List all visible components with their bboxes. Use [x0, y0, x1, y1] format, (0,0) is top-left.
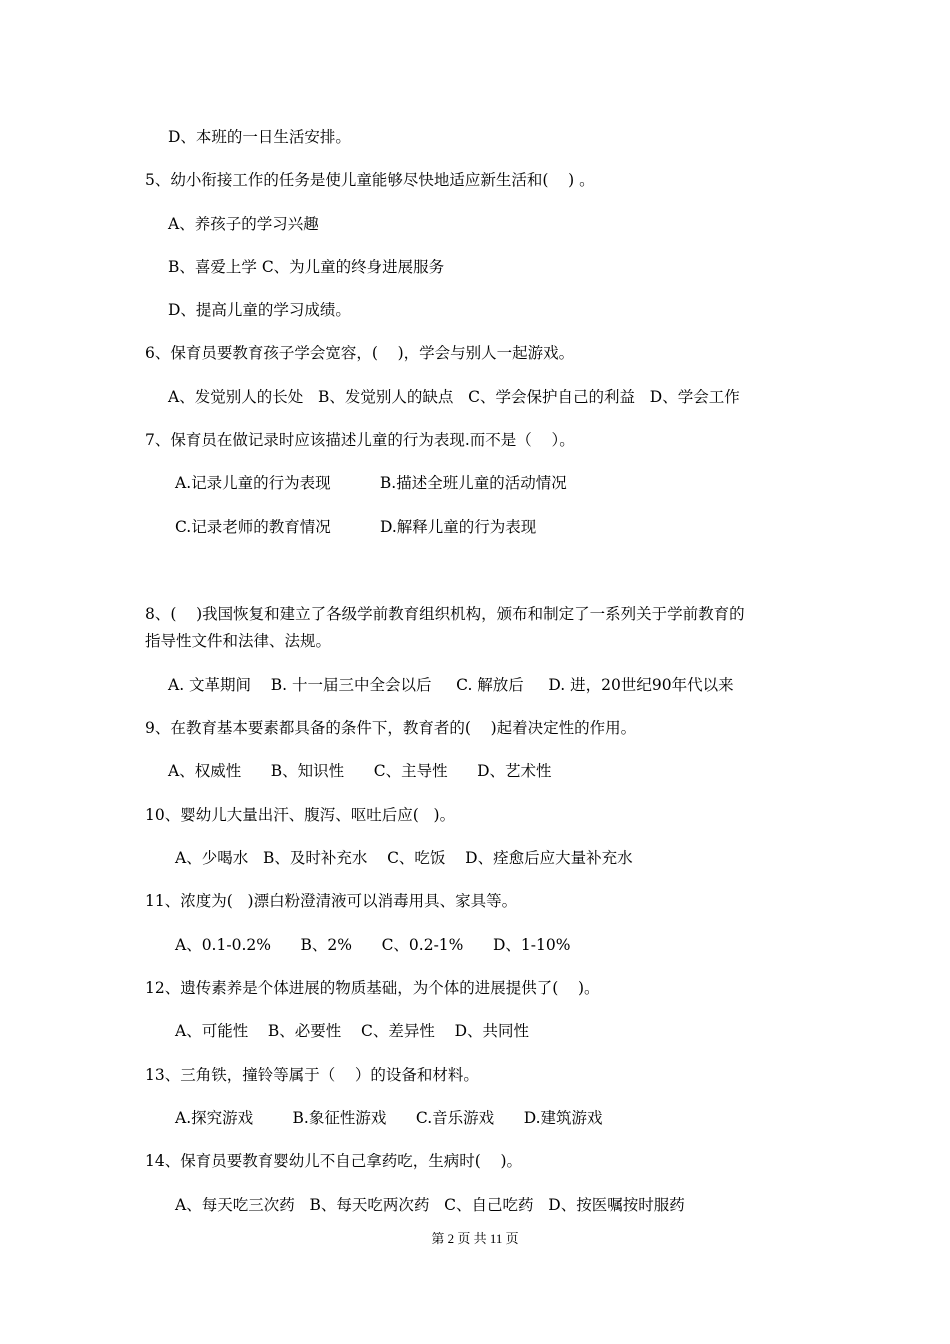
options-9: A、权威性 B、知识性 C、主导性 D、艺术性: [168, 762, 552, 780]
option-4d: D、本班的一日生活安排。: [168, 128, 351, 146]
question-14: 14、保育员要教育婴幼儿不自己拿药吃，生病时( )。: [145, 1152, 523, 1170]
options-10: A、少喝水 B、及时补充水 C、吃饭 D、痊愈后应大量补充水: [175, 849, 633, 867]
page-footer: 第 2 页 共 11 页: [431, 1231, 519, 1246]
question-6: 6、保育员要教育孩子学会宽容，( )，学会与别人一起游戏。: [145, 344, 575, 362]
options-11: A、0.1-0.2% B、2% C、0.2-1% D、1-10%: [175, 936, 571, 954]
question-12: 12、遗传素养是个体进展的物质基础，为个体的进展提供了( )。: [145, 979, 600, 997]
options-12: A、可能性 B、必要性 C、差异性 D、共同性: [175, 1022, 529, 1040]
question-5: 5、幼小衔接工作的任务是使儿童能够尽快地适应新生活和( ) 。: [145, 171, 595, 189]
question-9: 9、在教育基本要素都具备的条件下，教育者的( )起着决定性的作用。: [145, 719, 637, 737]
option-5a: A、养孩子的学习兴趣: [168, 215, 319, 233]
options-7cd: C.记录老师的教育情况 D.解释儿童的行为表现: [175, 518, 537, 536]
options-13: A.探究游戏 B.象征性游戏 C.音乐游戏 D.建筑游戏: [175, 1109, 603, 1127]
option-5d: D、提高儿童的学习成绩。: [168, 301, 351, 319]
question-8-line1: 8、( )我国恢复和建立了各级学前教育组织机构，颁布和制定了一系列关于学前教育的: [145, 605, 745, 623]
question-11: 11、浓度为( )漂白粉澄清液可以消毒用具、家具等。: [145, 892, 518, 910]
option-5bc: B、喜爱上学 C、为儿童的终身进展服务: [168, 258, 445, 276]
options-14: A、每天吃三次药 B、每天吃两次药 C、自己吃药 D、按医嘱按时服药: [175, 1196, 685, 1214]
options-8: A. 文革期间 B. 十一届三中全会以后 C. 解放后 D. 进，20世纪90年代以来: [168, 676, 734, 694]
options-6: A、发觉别人的长处 B、发觉别人的缺点 C、学会保护自己的利益 D、学会工作: [168, 388, 740, 406]
question-13: 13、三角铁，撞铃等属于（ ）的设备和材料。: [145, 1066, 479, 1084]
question-10: 10、婴幼儿大量出汗、腹泻、呕吐后应( )。: [145, 806, 456, 824]
options-7ab: A.记录儿童的行为表现 B.描述全班儿童的活动情况: [175, 474, 567, 492]
question-8-line2: 指导性文件和法律、法规。: [145, 632, 332, 650]
question-7: 7、保育员在做记录时应该描述儿童的行为表现.而不是（ ）。: [145, 431, 575, 449]
